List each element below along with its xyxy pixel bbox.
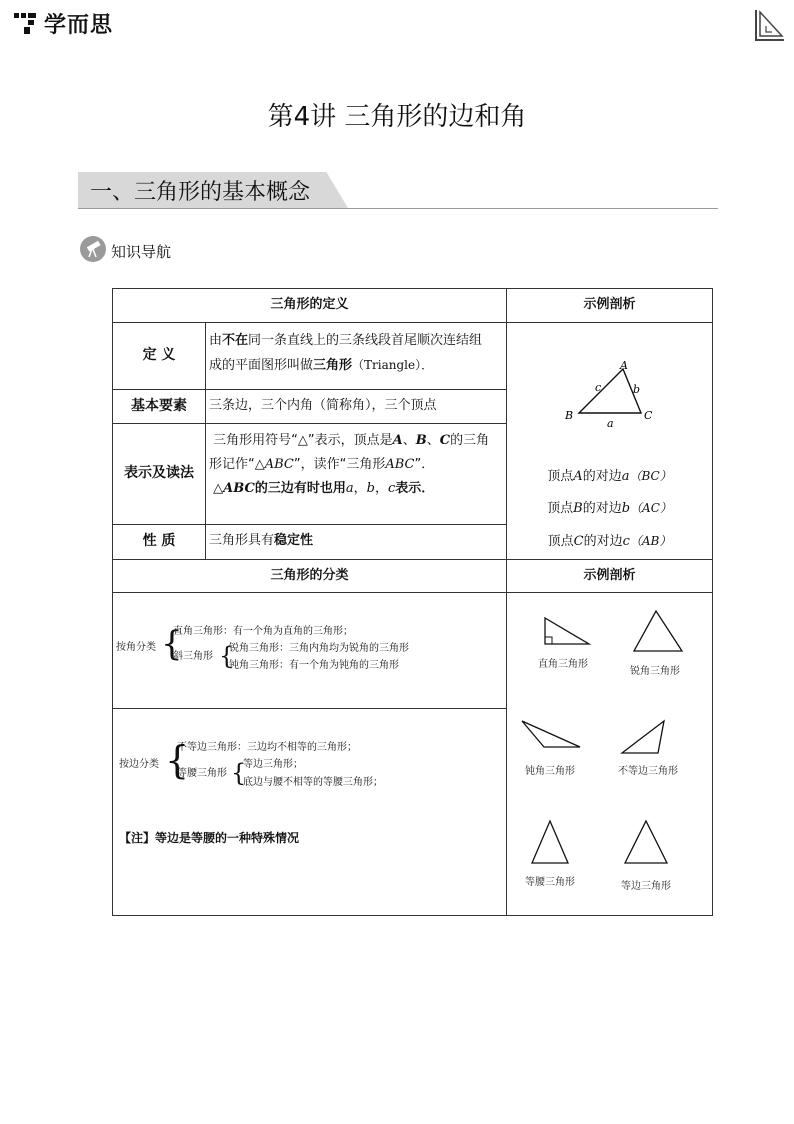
brand-logo: [12, 6, 113, 40]
corner-logo-icon: [754, 8, 786, 42]
scalene-triangle-def: 不等边三角形：三边均不相等的三角形；: [177, 742, 357, 753]
row-label-elements: 基本要素: [131, 398, 187, 414]
oblique-triangle-label: 斜三角形: [173, 651, 213, 662]
right-triangle-figure: [533, 614, 593, 649]
acute-triangle-def: 锐角三角形：三角内角均为锐角的三角形: [229, 643, 409, 654]
isosceles-triangle-label: 等腰三角形: [177, 768, 227, 779]
side-a-label: a: [607, 417, 614, 429]
definition-header: 三角形的定义: [270, 297, 349, 312]
page-title: 第4讲 三角形的边和角: [267, 102, 527, 132]
row-label-definition: 定 义: [142, 347, 176, 363]
opposite-side-a: 顶点A的对边a（BC）: [547, 469, 672, 484]
concept-table: [112, 288, 713, 916]
by-side-label: 按边分类: [119, 759, 159, 770]
acute-triangle-figure: [628, 607, 688, 655]
by-side-brace: {: [165, 738, 190, 782]
opposite-side-b: 顶点B的对边b（AC）: [547, 501, 672, 516]
by-angle-brace: {: [161, 624, 183, 664]
scalene-triangle-figure: [618, 717, 668, 757]
definition-text: 由不在同一条直线上的三条线段首尾顺次连结组 成的平面图形叫做三角形（Triangle）．: [209, 333, 483, 373]
caption-equilateral-triangle: 等边三角形: [621, 881, 671, 892]
property-text: 三角形具有稳定性: [209, 533, 314, 548]
classification-example-header: 示例剖析: [583, 568, 636, 583]
classification-header: 三角形的分类: [270, 568, 349, 583]
equilateral-triangle-figure: [621, 817, 671, 867]
by-angle-label: 按角分类: [116, 642, 156, 653]
caption-obtuse-triangle: 钝角三角形: [525, 766, 575, 777]
telescope-icon: [80, 236, 106, 262]
side-b-label: b: [633, 383, 641, 396]
obtuse-triangle-figure: [518, 717, 588, 752]
example-header: 示例剖析: [583, 297, 636, 312]
caption-isosceles-triangle: 等腰三角形: [525, 877, 575, 888]
brand-name: 学而思: [44, 12, 114, 38]
brand-mark-icon: [12, 10, 38, 36]
triangle-abc-diagram: [563, 359, 673, 429]
opposite-side-c: 顶点C的对边c（AB）: [547, 534, 672, 549]
row-label-notation: 表示及读法: [124, 465, 194, 481]
caption-scalene-triangle: 不等边三角形: [618, 766, 678, 777]
vertex-b-label: B: [565, 409, 574, 422]
notation-text: 三角形用符号“△”表示，顶点是A、B、C的三角 形记作“△ABC”，读作“三角形ABC”． △ABC的三边有时也用a，b，c表示．: [209, 433, 490, 496]
oblique-brace: {: [219, 642, 235, 670]
caption-acute-triangle: 锐角三角形: [630, 666, 680, 677]
iso-non-equilateral-def: 底边与腰不相等的等腰三角形；: [243, 777, 383, 788]
vertex-a-label: A: [620, 359, 628, 372]
row-label-property: 性 质: [142, 533, 176, 549]
section-divider: [78, 208, 718, 209]
obtuse-triangle-def: 钝角三角形：有一个角为钝角的三角形: [229, 660, 399, 671]
side-c-label: c: [595, 381, 602, 394]
elements-text: 三条边，三个内角（简称角），三个顶点: [209, 398, 437, 413]
note-text: 【注】等边是等腰的一种特殊情况: [119, 831, 300, 845]
isosceles-triangle-figure: [528, 817, 572, 867]
isosceles-brace: {: [231, 759, 247, 787]
caption-right-triangle: 直角三角形: [538, 659, 588, 670]
knowledge-nav-label: 知识导航: [111, 243, 172, 261]
equilateral-triangle-def: 等边三角形；: [243, 759, 303, 770]
section-title: 一、三角形的基本概念: [90, 180, 311, 205]
right-triangle-def: 直角三角形：有一个角为直角的三角形；: [173, 626, 353, 637]
vertex-c-label: C: [644, 409, 653, 422]
